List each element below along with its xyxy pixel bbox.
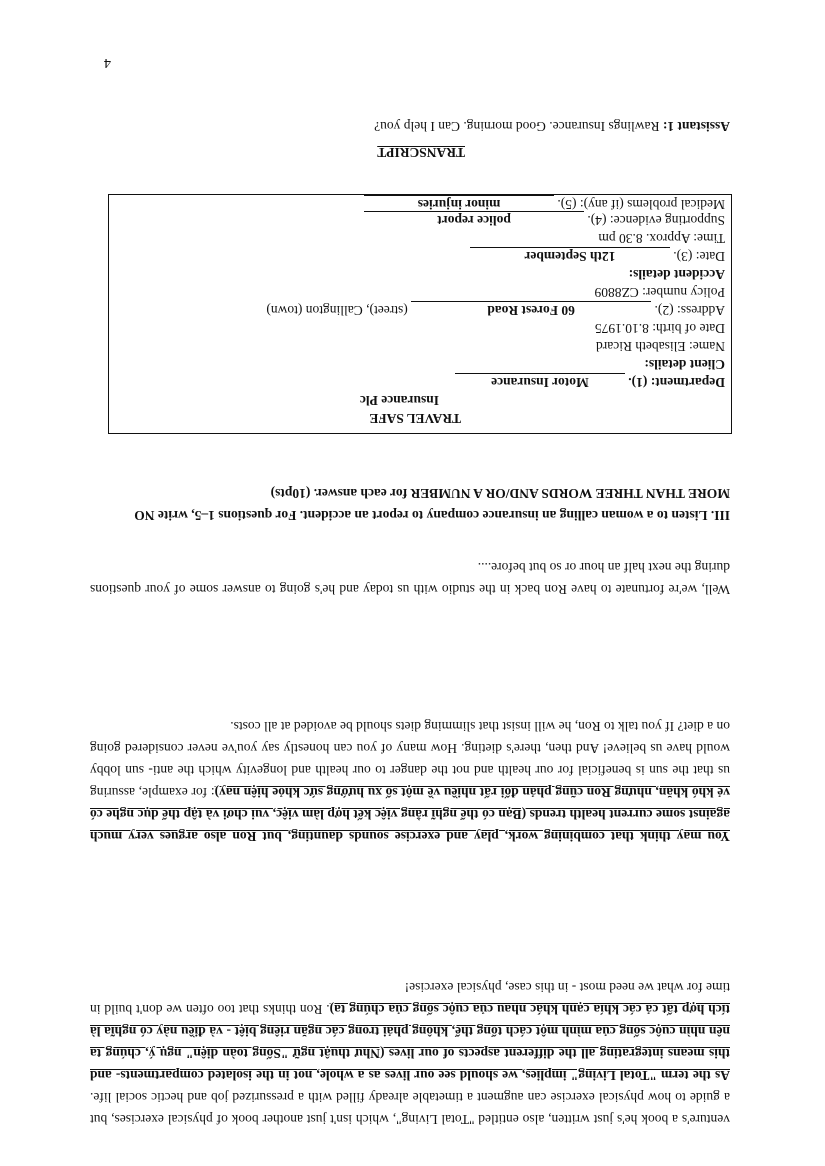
evidence-answer: police report [364,211,584,229]
speaker-label: Assistant 1: [662,119,730,134]
page-number: 4 [104,55,111,70]
evidence-row [364,211,725,229]
paragraph-1 [90,976,730,1130]
p1-text-b: As the term "Total Living" implies, we should see our lives as a whole, not in the isolated compartments- and this means integrating all the different aspects of our lives (Như thuật ngữ "Sống toàn diện" ngụ ý, chúng ta nên nhìn cuộc sống của mình một cách tổng thể, không phải trong các ngăn riêng biệt - và điều này có nghĩa là tích hợp tất cả các khía cạnh khác nhau của cuộc sống của chúng ta) [90,1002,730,1083]
address-suffix: (street), Callington (town) [266,303,408,318]
client-heading: Client details: [644,357,725,372]
p1-text-a: venture's a book he's just written, also entitled "Total Living", which isn't just another book of physical exercises, but a guide to how physical exercise can augment a timetable already filled with a pressurized job and hectic social life. [90,1090,730,1127]
p3-text: Well, we're fortunate to have Ron back in the studio with us today and he's going to answer some of your questions during the next half an hour or so but before.... [90,560,730,597]
address-label: Address: (2). [654,303,725,318]
client-dob: Date of birth: 8.10.1975 [594,321,725,336]
transcript-line [374,118,730,135]
p2-text-b: : for example, assuring us that the sun is beneficial for our health and not the danger to our health and longevity which the anti- sun lobby would have us believe! And then, there's dieting. How many of you can honestly say you've never considered going on a diet? If you talk to Ron, he will insist that slimming diets should be avoided at all costs. [90,719,730,800]
section-title: III. Listen to a woman calling an insurance company to report an accident. For questions 1–5, write NO MORE THAN THREE WORDS AND/OR A NUMBER for each answer. (10pts) [134,486,730,523]
speaker-text: Rawlings Insurance. Good morning. Can I help you? [374,119,663,134]
transcript-heading: TRANSCRIPT [377,145,465,160]
date-label: Date: (3). [673,249,725,264]
accident-heading: Accident details: [628,267,725,282]
paragraph-3 [90,556,730,600]
date-row [470,247,725,265]
address-answer: 60 Forest Road [411,301,651,319]
form-subtitle: Insurance Plc [359,393,439,408]
form-box [108,194,732,434]
department-label: Department: (1). [628,375,725,390]
evidence-label: Supporting evidence: (4). [587,213,725,228]
accident-time: Time: Approx. 8.30 pm [598,231,725,246]
form-title: TRAVEL SAFE [369,411,461,426]
department-answer: Motor Insurance [455,373,625,391]
medical-answer: minor injuries [364,195,554,213]
medical-row [364,195,725,213]
p1-text-c: . Ron thinks that too often we don't build in time for what we need most - in this case, physical exercise! [90,980,730,1017]
date-answer: 12th September [470,247,670,265]
department-row [455,373,725,391]
medical-label: Medical problems (if any): (5). [557,197,725,212]
p2-text-a: You may think that combining work, play and exercise sounds daunting, but Ron also argues very much against some current health trends (Bạn có thể nghĩ rằng việc kết hợp làm việc, vui chơi và tập thể dục nghe có vẻ khó khăn, nhưng Ron cũng phản đối rất nhiều về một số xu hướng sức khỏe hiện nay) [90,785,730,844]
policy-number: Policy number: CZ8809 [594,285,725,300]
address-row [266,301,725,319]
paragraph-2 [90,715,730,847]
client-name: Name: Elisabeth Ricard [596,339,725,354]
